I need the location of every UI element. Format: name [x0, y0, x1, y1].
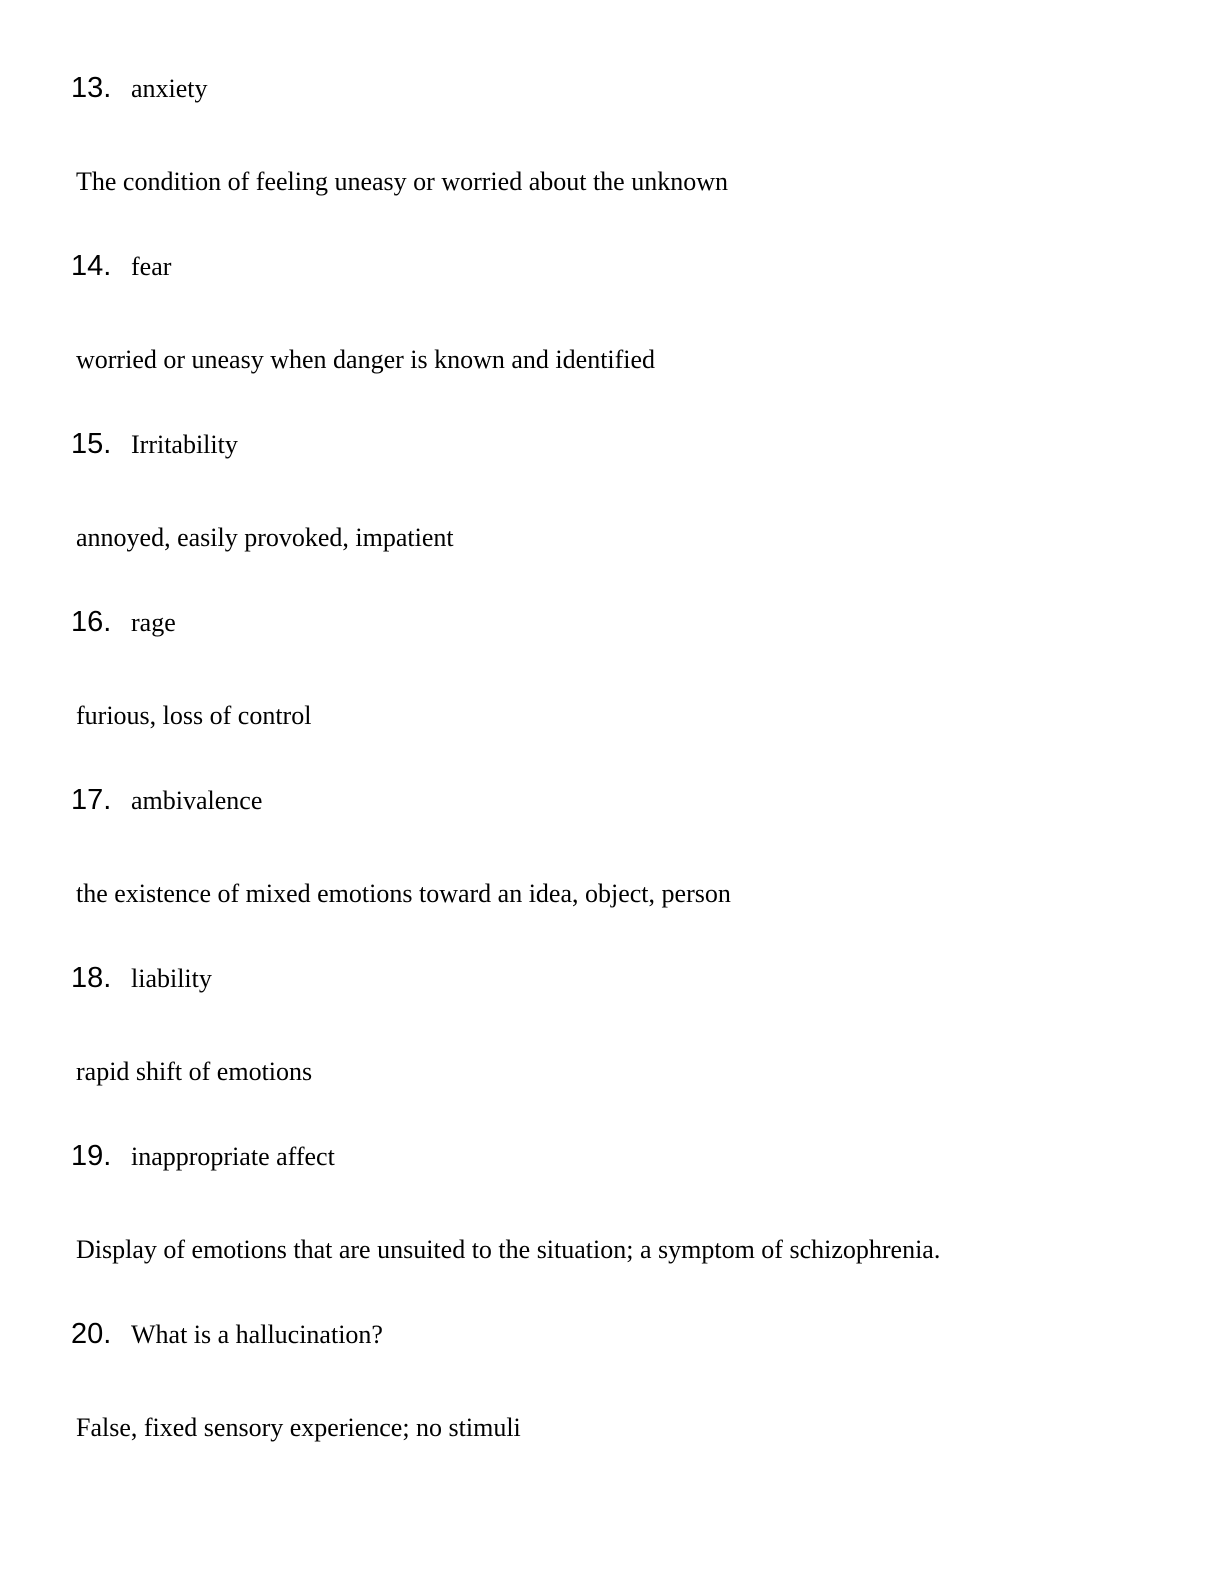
entry-number: 15. [71, 428, 112, 460]
entry-definition: Display of emotions that are unsuited to the situation; a symptom of schizophrenia. [76, 1235, 941, 1264]
entry-term: inappropriate affect [131, 1142, 335, 1171]
entry-definition: furious, loss of control [76, 701, 312, 730]
term-line [71, 72, 208, 105]
entry [0, 72, 1224, 250]
entry-definition: rapid shift of emotions [76, 1057, 313, 1086]
entry-term: anxiety [131, 74, 208, 103]
entry [0, 606, 1224, 784]
entry-number: 18. [71, 962, 112, 994]
entry [0, 428, 1224, 606]
entry-number: 16. [71, 606, 112, 638]
entry [0, 250, 1224, 428]
entry [0, 962, 1224, 1140]
entry-number: 19. [71, 1140, 112, 1172]
term-line [71, 250, 171, 283]
entry-definition: The condition of feeling uneasy or worried about the unknown [76, 167, 728, 196]
entry-term: ambivalence [131, 786, 263, 815]
term-line [71, 1140, 335, 1173]
entry [0, 1140, 1224, 1318]
entry-definition: annoyed, easily provoked, impatient [76, 523, 454, 552]
term-line [71, 1318, 383, 1351]
entry-term: What is a hallucination? [131, 1320, 383, 1349]
entry-number: 14. [71, 250, 112, 282]
entry [0, 784, 1224, 962]
entry-definition: False, fixed sensory experience; no stimuli [76, 1413, 521, 1442]
term-line [71, 606, 176, 639]
term-line [71, 784, 262, 817]
entry-term: fear [131, 252, 172, 281]
term-line [71, 962, 212, 995]
entry-term: Irritability [131, 430, 238, 459]
entry-number: 17. [71, 784, 112, 816]
entry-term: liability [131, 964, 212, 993]
entry-term: rage [131, 608, 176, 637]
entry [0, 1318, 1224, 1496]
entry-definition: the existence of mixed emotions toward an idea, object, person [76, 879, 731, 908]
term-line [71, 428, 238, 461]
entry-number: 13. [71, 72, 112, 104]
entry-definition: worried or uneasy when danger is known and identified [76, 345, 656, 374]
entry-number: 20. [71, 1318, 112, 1350]
